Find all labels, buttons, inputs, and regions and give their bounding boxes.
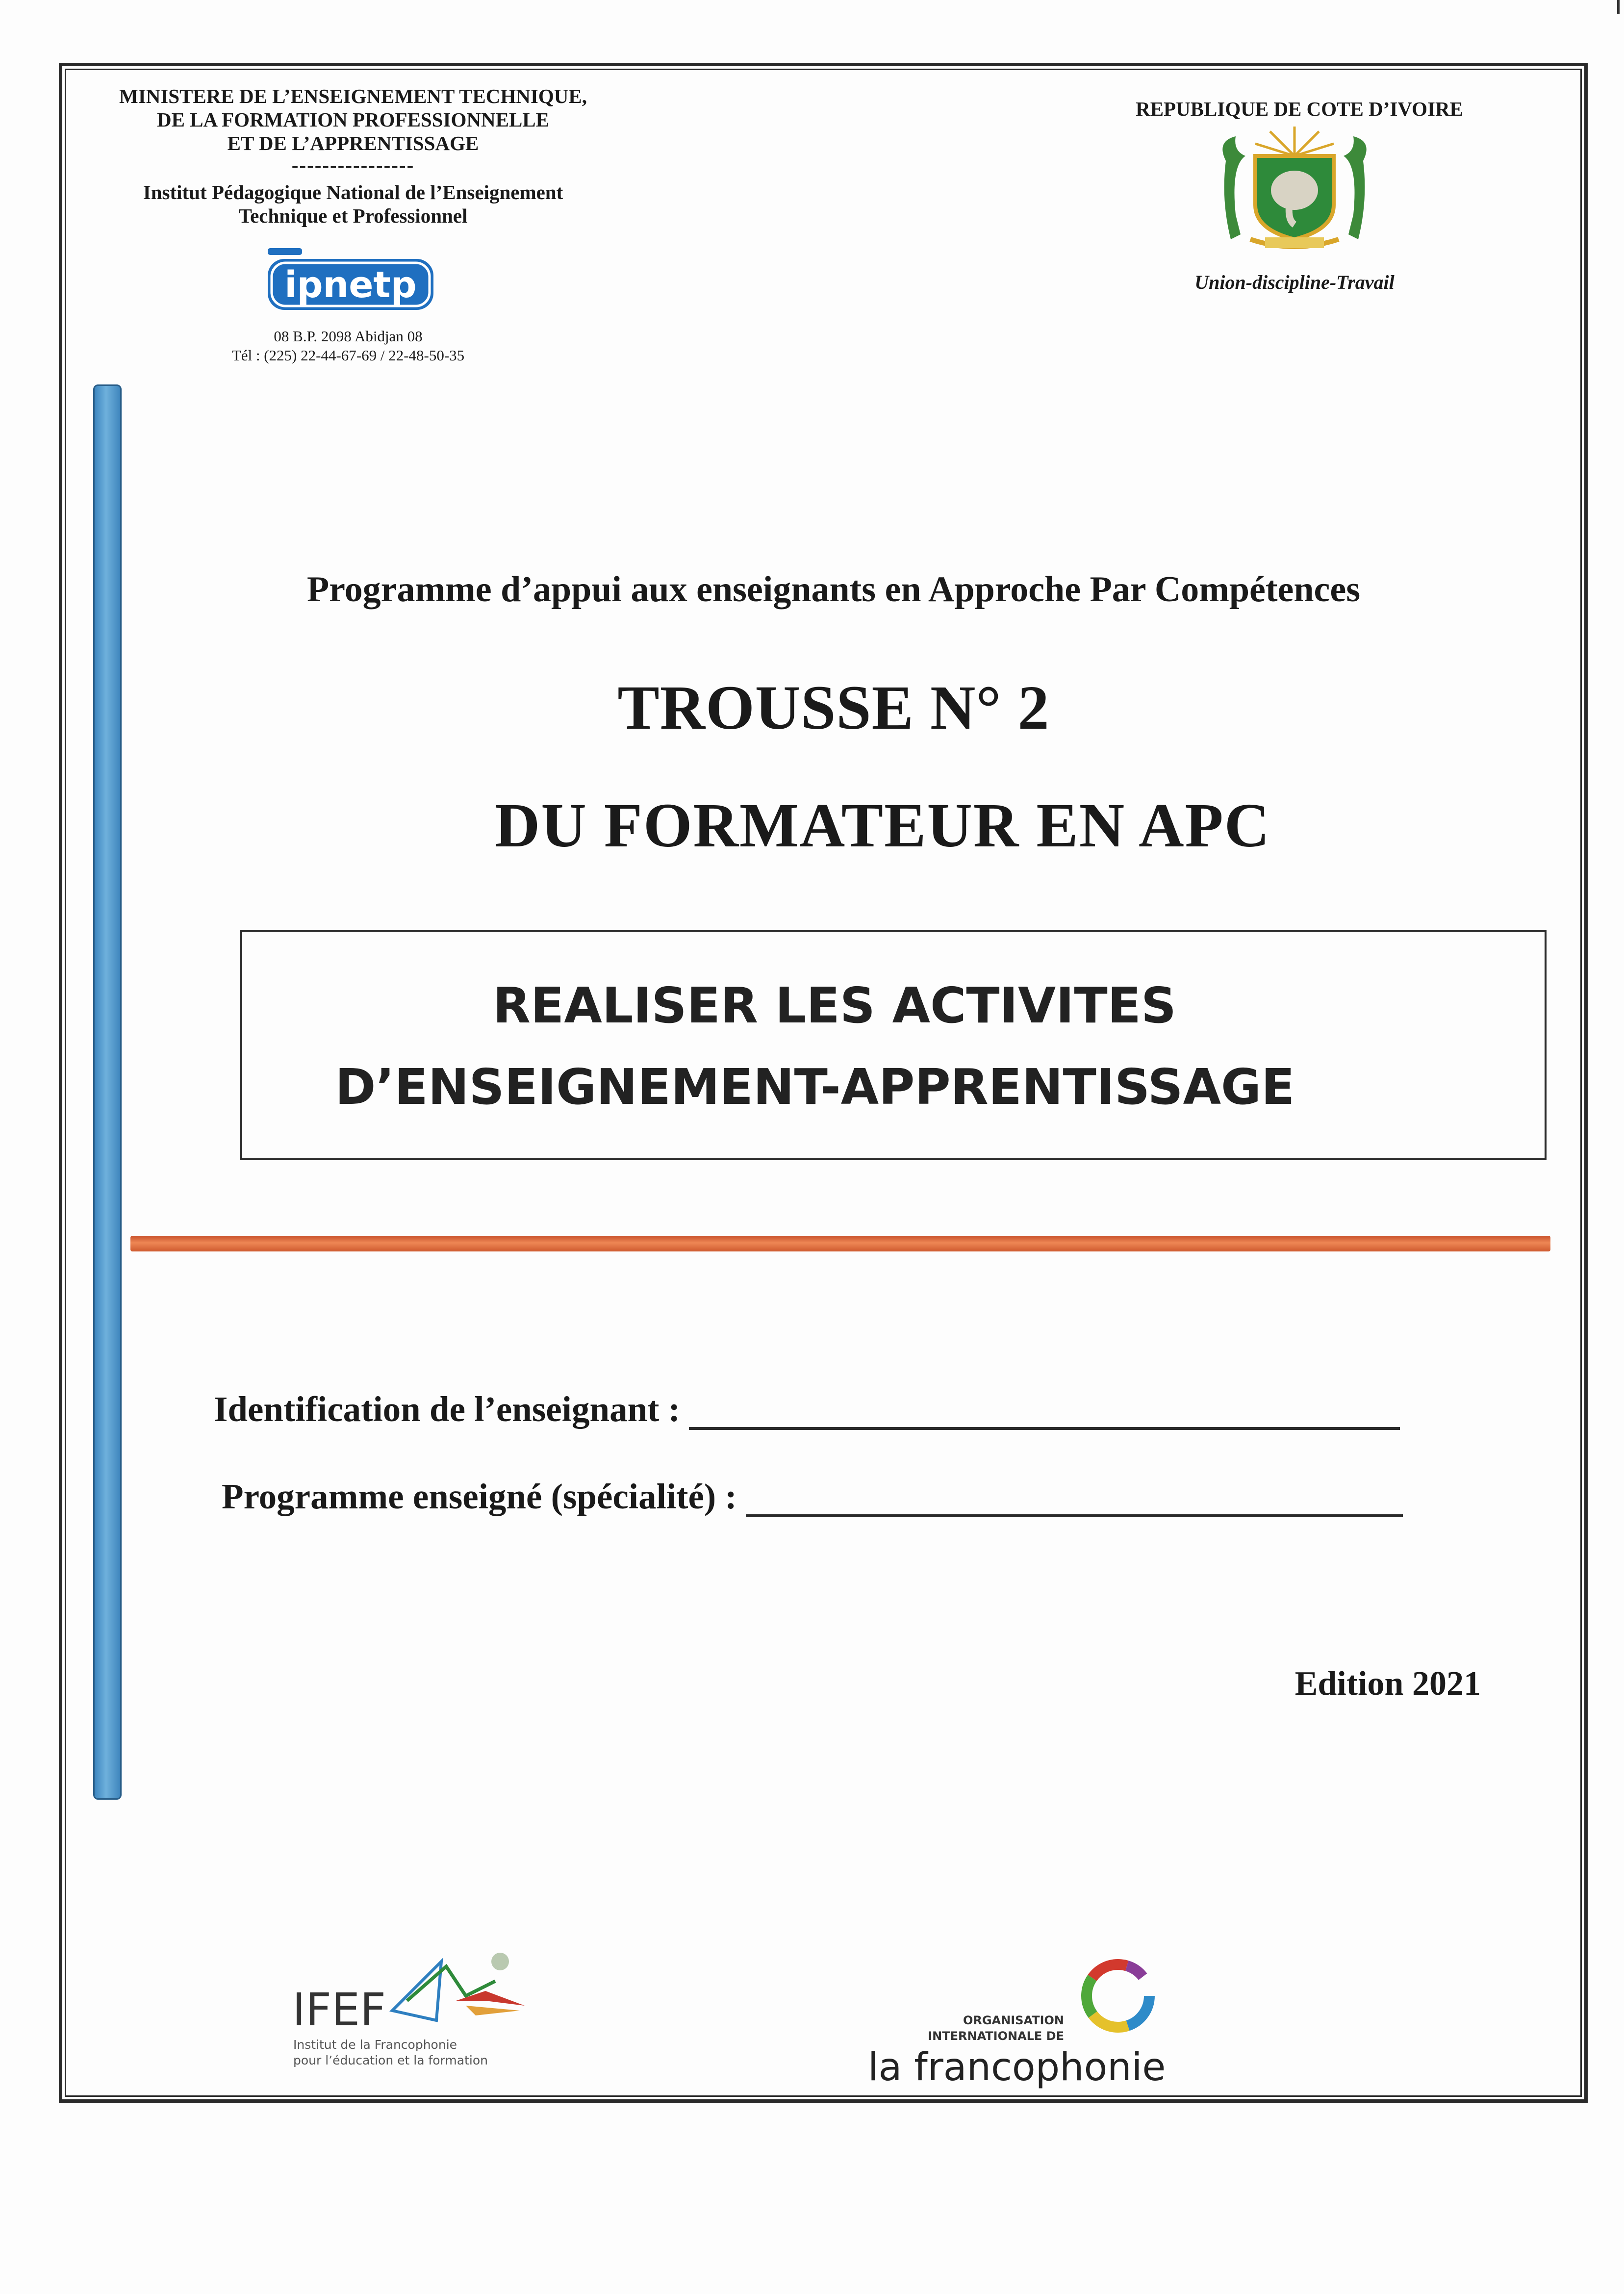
francophonie-logo-icon (863, 1952, 1177, 2089)
identification-blank[interactable] (689, 1422, 1400, 1430)
header-separator: ---------------- (291, 153, 415, 176)
programme-blank[interactable] (746, 1509, 1403, 1517)
postal-address: 08 B.P. 2098 Abidjan 08 (274, 328, 423, 345)
identification-label: Identification de l’enseignant : (214, 1389, 681, 1429)
document-title-line2: DU FORMATEUR EN APC (494, 790, 1271, 860)
edition-label: Edition 2021 (1294, 1665, 1481, 1703)
programme-label: Programme enseigné (spécialité) : (222, 1477, 737, 1516)
theme-box (240, 930, 1547, 1160)
ministry-line: ET DE L’APPRENTISSAGE (227, 132, 479, 154)
ifef-logo-icon (289, 1942, 544, 2079)
svg-text:pour l’éducation et la formati: pour l’éducation et la formation (293, 2053, 488, 2067)
ministry-header (83, 84, 623, 228)
ministry-line: MINISTERE DE L’ENSEIGNEMENT TECHNIQUE, (119, 85, 587, 107)
national-motto: Union-discipline-Travail (1194, 271, 1395, 293)
svg-text:IFEF: IFEF (292, 1984, 386, 2036)
svg-text:Institut de la Francophonie: Institut de la Francophonie (293, 2038, 457, 2052)
theme-line: D’ENSEIGNEMENT-APPRENTISSAGE (335, 1058, 1295, 1116)
identification-field (214, 1389, 1400, 1430)
programme-field (222, 1476, 1403, 1517)
theme-line: REALISER LES ACTIVITES (493, 977, 1176, 1034)
svg-text:la francophonie: la francophonie (868, 2045, 1166, 2089)
coat-of-arms-icon (1206, 122, 1383, 259)
ipnetp-logo-icon (265, 246, 436, 315)
ministry-line: DE LA FORMATION PROFESSIONNELLE (156, 108, 549, 131)
republic-label: REPUBLIQUE DE COTE D’IVOIRE (1136, 98, 1463, 120)
blue-side-bar (93, 384, 122, 1800)
programme-subtitle: Programme d’appui aux enseignants en Approche Par Compétences (306, 569, 1361, 610)
svg-text:INTERNATIONALE DE: INTERNATIONALE DE (928, 2029, 1064, 2043)
document-title: TROUSSE N° 2 (617, 673, 1050, 742)
address-block (147, 327, 549, 365)
institute-line: Institut Pédagogique National de l’Enseignement (143, 181, 563, 204)
institute-line: Technique et Professionnel (238, 204, 468, 227)
svg-text:ipnetp: ipnetp (284, 264, 417, 306)
phone-numbers: Tél : (225) 22-44-67-69 / 22-48-50-35 (231, 347, 465, 364)
orange-divider (130, 1236, 1550, 1251)
svg-text:ORGANISATION: ORGANISATION (963, 2014, 1064, 2027)
scan-mark (1617, 0, 1620, 14)
